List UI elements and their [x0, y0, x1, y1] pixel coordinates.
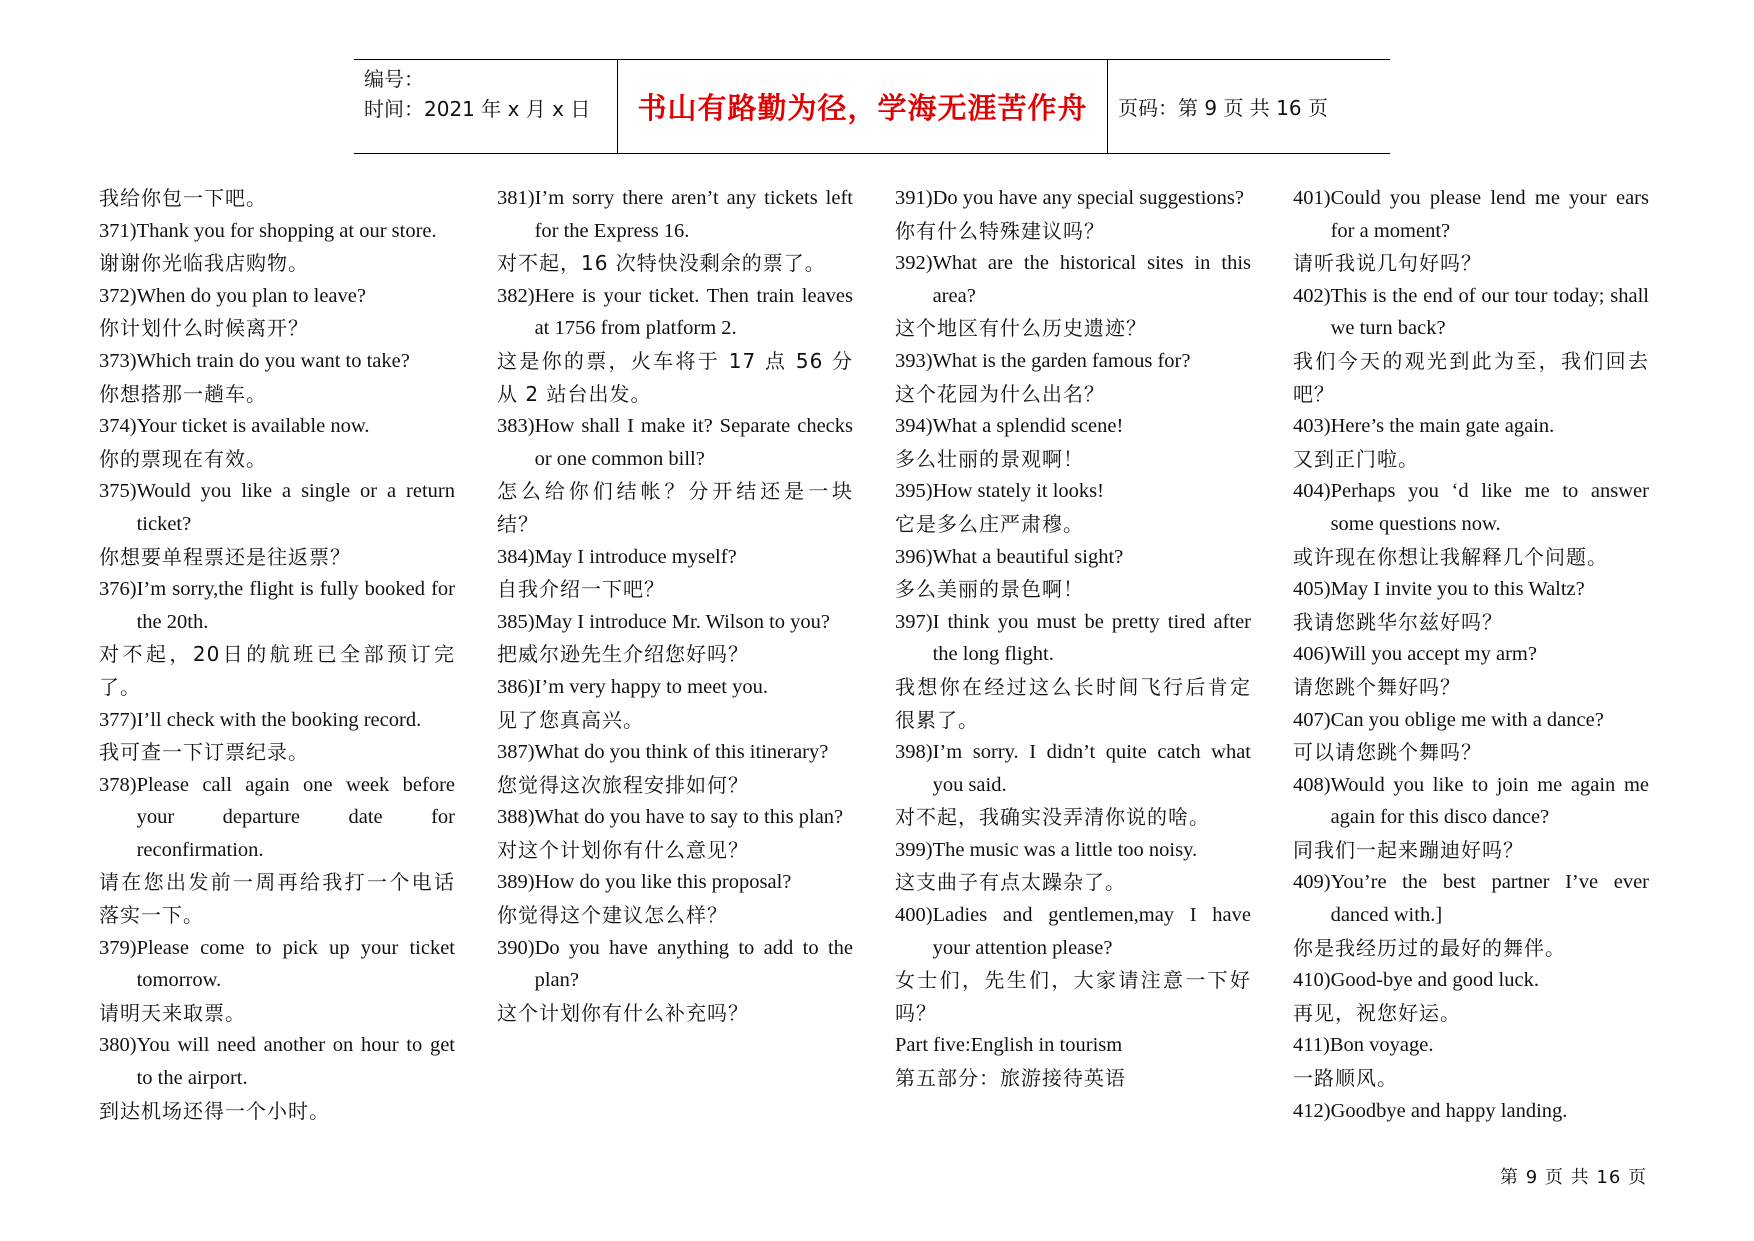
phrase-text: I think you must be pretty tired after the long flight. — [932, 610, 1251, 666]
phrase-chinese: 请您跳个舞好吗？ — [1293, 674, 1461, 699]
phrase-text: Could you please lend me your ears for a moment? — [1330, 187, 1649, 242]
phrase-number: 406) — [1293, 643, 1331, 666]
phrase-text: I’ll check with the booking record. — [136, 708, 422, 731]
phrase-chinese: 这个计划你有什么补充吗？ — [497, 1000, 749, 1025]
phrase-chinese: 对不起，20日的航班已全部预订完了。 — [99, 642, 455, 699]
phrase-english — [1293, 1095, 1649, 1128]
phrase-text: How shall I make it? Separate checks or one common bill? — [534, 415, 853, 470]
phrase-chinese: 你觉得这个建议怎么样？ — [497, 903, 728, 928]
phrase-english — [1293, 769, 1649, 834]
phrase-number: 379) — [99, 936, 137, 959]
phrase-text: You will need another on hour to get to the airport. — [136, 1034, 455, 1090]
phrase-number: 410) — [1293, 969, 1331, 992]
phrase-english — [1293, 280, 1649, 345]
phrase-english — [99, 475, 455, 540]
phrase-chinese: 第五部分：旅游接待英语 — [895, 1066, 1126, 1091]
phrase-text: Bon voyage. — [1329, 1034, 1434, 1057]
phrase-chinese: 你想搭那一趟车。 — [99, 381, 267, 406]
text-column-3 — [895, 182, 1251, 1095]
phrase-english — [895, 606, 1251, 671]
phrase-text: I’m sorry,the flight is fully booked for the 20th. — [136, 578, 455, 633]
phrase-text: What do you think of this itinerary? — [534, 741, 829, 764]
phrase-english — [1293, 475, 1649, 540]
phrase-chinese: 对这个计划你有什么意见？ — [497, 837, 749, 862]
phrase-number: 401) — [1293, 187, 1331, 209]
phrase-number: 371) — [99, 219, 137, 242]
phrase-english — [99, 410, 455, 443]
phrase-number: 408) — [1293, 773, 1331, 796]
phrase-english — [1293, 866, 1649, 931]
phrase-chinese: 我们今天的观光到此为至，我们回去吧？ — [1293, 348, 1649, 406]
text-column-4 — [1293, 182, 1649, 1127]
phrase-chinese: 它是多么庄严肃穆。 — [895, 511, 1084, 536]
phrase-english — [895, 834, 1251, 867]
phrase-text: Do you have any special suggestions? — [932, 187, 1244, 209]
phrase-chinese: 这个地区有什么历史遗迹？ — [895, 316, 1147, 341]
phrase-chinese: 你有什么特殊建议吗？ — [895, 218, 1105, 243]
phrase-text: Will you accept my arm? — [1330, 643, 1537, 666]
phrase-text: Please come to pick up your ticket tomorrow. — [136, 936, 455, 992]
phrase-english — [1293, 1029, 1649, 1062]
page-footer: 第 9 页 共 16 页 — [1500, 1167, 1647, 1188]
phrase-chinese: 您觉得这次旅程安排如何？ — [497, 772, 749, 797]
phrase-chinese: 同我们一起来蹦迪好吗？ — [1293, 837, 1524, 862]
phrase-number: 409) — [1293, 871, 1331, 894]
phrase-chinese: 对不起，我确实没弄清你说的啥。 — [895, 805, 1210, 830]
phrase-text: How stately it looks! — [932, 480, 1104, 503]
phrase-english — [895, 182, 1251, 215]
phrase-chinese: 请明天来取票。 — [99, 1000, 246, 1025]
phrase-chinese: 自我介绍一下吧？ — [497, 577, 665, 602]
phrase-number: 372) — [99, 284, 137, 307]
phrase-chinese: 你是我经历过的最好的舞伴。 — [1293, 935, 1566, 960]
phrase-number: 382) — [497, 284, 535, 307]
phrase-chinese: 你想要单程票还是往返票？ — [99, 544, 351, 569]
phrase-number: 400) — [895, 904, 933, 927]
phrase-text: The music was a little too noisy. — [932, 838, 1198, 861]
phrase-number: 376) — [99, 578, 137, 601]
phrase-english — [895, 541, 1251, 574]
phrase-english — [497, 866, 853, 899]
phrase-chinese: 我给你包一下吧。 — [99, 186, 267, 210]
phrase-english — [895, 475, 1251, 508]
section-heading: Part five:English in tourism — [895, 1034, 1123, 1057]
phrase-english — [895, 410, 1251, 443]
phrase-chinese: 请听我说几句好吗？ — [1293, 251, 1482, 276]
phrase-chinese: 又到正门啦。 — [1293, 446, 1419, 471]
phrase-chinese: 把威尔逊先生介绍您好吗？ — [497, 642, 749, 667]
phrase-number: 377) — [99, 708, 137, 731]
phrase-english — [497, 606, 853, 639]
phrase-text: What a beautiful sight? — [932, 545, 1124, 568]
phrase-text: What are the historical sites in this area? — [932, 252, 1251, 307]
phrase-english — [99, 704, 455, 737]
phrase-english — [99, 932, 455, 997]
document-date: 时间：2021 年 x 月 x 日 — [364, 97, 591, 121]
phrase-number: 390) — [497, 936, 535, 959]
phrase-chinese: 再见，祝您好运。 — [1293, 1000, 1461, 1025]
phrase-chinese: 多么壮丽的景观啊！ — [895, 446, 1084, 471]
phrase-chinese: 你的票现在有效。 — [99, 446, 267, 471]
phrase-english — [895, 899, 1251, 964]
phrase-number: 399) — [895, 838, 933, 861]
phrase-number: 374) — [99, 415, 137, 438]
phrase-text: Good-bye and good luck. — [1330, 969, 1539, 992]
phrase-english — [895, 736, 1251, 801]
phrase-text: What a splendid scene! — [932, 415, 1124, 438]
phrase-number: 386) — [497, 675, 535, 698]
phrase-text: Which train do you want to take? — [136, 349, 410, 372]
phrase-number: 378) — [99, 773, 137, 796]
phrase-number: 384) — [497, 545, 535, 568]
phrase-english — [497, 736, 853, 769]
phrase-number: 412) — [1293, 1099, 1331, 1122]
phrase-text: Would you like to join me again me again for this disco dance? — [1330, 773, 1649, 829]
phrase-chinese: 这支曲子有点太躁杂了。 — [895, 870, 1126, 895]
phrase-number: 393) — [895, 349, 933, 372]
phrase-english — [1293, 410, 1649, 443]
phrase-text: Perhaps you ‘d like me to answer some questions now. — [1330, 480, 1649, 535]
phrase-english — [497, 932, 853, 997]
phrase-text: Here is your ticket. Then train leaves at 1756 from platform 2. — [534, 284, 853, 340]
phrase-english — [895, 345, 1251, 378]
phrase-english — [497, 671, 853, 704]
phrase-number: 383) — [497, 415, 535, 438]
phrase-number: 402) — [1293, 284, 1331, 307]
phrase-english — [99, 573, 455, 638]
phrase-english — [99, 215, 455, 248]
phrase-text: Goodbye and happy landing. — [1330, 1099, 1568, 1122]
phrase-number: 404) — [1293, 480, 1331, 503]
phrase-text: This is the end of our tour today; shall we turn back? — [1330, 284, 1649, 340]
phrase-number: 387) — [497, 741, 535, 764]
phrase-chinese: 一路顺风。 — [1293, 1066, 1398, 1091]
phrase-text: Your ticket is available now. — [136, 415, 370, 438]
phrase-chinese: 怎么给你们结帐？分开结还是一块结？ — [497, 479, 853, 536]
phrase-text: Would you like a single or a return ticket? — [136, 480, 455, 535]
phrase-text: Ladies and gentlemen,may I have your attention please? — [932, 904, 1251, 959]
phrase-text: May I invite you to this Waltz? — [1330, 578, 1585, 601]
phrase-chinese: 我请您跳华尔兹好吗？ — [1293, 609, 1503, 634]
phrase-text: What is the garden famous for? — [932, 349, 1191, 372]
phrase-english — [99, 280, 455, 313]
phrase-english — [1293, 638, 1649, 671]
text-column-1 — [99, 182, 455, 1127]
phrase-text: You’re the best partner I’ve ever danced with.] — [1330, 871, 1649, 927]
phrase-text: Do you have anything to add to the plan? — [534, 936, 853, 992]
phrase-number: 381) — [497, 187, 535, 209]
phrase-english — [99, 1029, 455, 1094]
phrase-text: I’m very happy to meet you. — [534, 675, 768, 698]
phrase-chinese: 谢谢你光临我店购物。 — [99, 251, 309, 276]
phrase-number: 396) — [895, 545, 933, 568]
phrase-english — [497, 410, 853, 475]
phrase-chinese: 女士们，先生们，大家请注意一下好吗？ — [895, 968, 1251, 1025]
phrase-number: 391) — [895, 187, 933, 209]
phrase-english — [1293, 964, 1649, 997]
phrase-text: When do you plan to leave? — [136, 284, 366, 307]
text-column-2 — [497, 182, 853, 1029]
phrase-number: 405) — [1293, 578, 1331, 601]
phrase-chinese: 这是你的票，火车将于 17 点 56 分从 2 站台出发。 — [497, 348, 853, 406]
phrase-text: Can you oblige me with a dance? — [1330, 708, 1604, 731]
page-header — [354, 59, 1390, 154]
phrase-text: Please call again one week before your departure date for reconfirmation. — [136, 773, 455, 861]
header-page-number: 页码：第 9 页 共 16 页 — [1118, 96, 1328, 120]
phrase-number: 394) — [895, 415, 933, 438]
document-number-label: 编号： — [364, 67, 424, 91]
phrase-chinese: 多么美丽的景色啊！ — [895, 577, 1084, 602]
phrase-number: 403) — [1293, 415, 1331, 438]
phrase-chinese: 对不起，16 次特快没剩余的票了。 — [497, 251, 826, 276]
phrase-text: Here’s the main gate again. — [1330, 415, 1555, 438]
phrase-number: 392) — [895, 252, 933, 275]
phrase-chinese: 请在您出发前一周再给我打一个电话落实一下。 — [99, 870, 455, 928]
phrase-chinese: 到达机场还得一个小时。 — [99, 1098, 330, 1123]
phrase-english — [497, 182, 853, 247]
phrase-english — [99, 769, 455, 867]
header-left-cell — [354, 60, 617, 153]
phrase-english — [1293, 182, 1649, 247]
phrase-number: 411) — [1293, 1034, 1330, 1057]
phrase-chinese: 我可查一下订票纪录。 — [99, 740, 309, 765]
phrase-text: May I introduce myself? — [534, 545, 737, 568]
phrase-number: 375) — [99, 480, 137, 503]
phrase-chinese: 这个花园为什么出名？ — [895, 381, 1105, 406]
phrase-number: 380) — [99, 1034, 137, 1057]
phrase-english — [1293, 573, 1649, 606]
phrase-number: 398) — [895, 741, 933, 764]
phrase-number: 388) — [497, 806, 535, 829]
phrase-number: 389) — [497, 871, 535, 894]
phrase-english — [99, 345, 455, 378]
phrase-chinese: 或许现在你想让我解释几个问题。 — [1293, 544, 1608, 569]
phrase-text: I’m sorry. I didn’t quite catch what you said. — [932, 741, 1251, 796]
phrase-text: Thank you for shopping at our store. — [136, 219, 437, 242]
phrase-text: I’m sorry there aren’t any tickets left for the Express 16. — [534, 187, 853, 242]
phrase-chinese: 我想你在经过这么长时间飞行后肯定很累了。 — [895, 674, 1251, 732]
phrase-chinese: 你计划什么时候离开？ — [99, 316, 309, 341]
phrase-number: 385) — [497, 610, 535, 633]
header-motto: 书山有路勤为径，学海无涯苦作舟 — [617, 60, 1108, 153]
phrase-text: How do you like this proposal? — [534, 871, 792, 894]
phrase-english — [497, 801, 853, 834]
phrase-number: 397) — [895, 610, 933, 633]
phrase-number: 373) — [99, 349, 137, 372]
phrase-text: May I introduce Mr. Wilson to you? — [534, 610, 831, 633]
phrase-chinese: 见了您真高兴。 — [497, 707, 644, 732]
phrase-number: 407) — [1293, 708, 1331, 731]
phrase-english — [497, 541, 853, 574]
phrase-chinese: 可以请您跳个舞吗？ — [1293, 740, 1482, 765]
phrase-number: 395) — [895, 480, 933, 503]
phrase-english — [1293, 704, 1649, 737]
phrase-text: What do you have to say to this plan? — [534, 806, 844, 829]
phrase-english — [497, 280, 853, 345]
phrase-english — [895, 247, 1251, 312]
